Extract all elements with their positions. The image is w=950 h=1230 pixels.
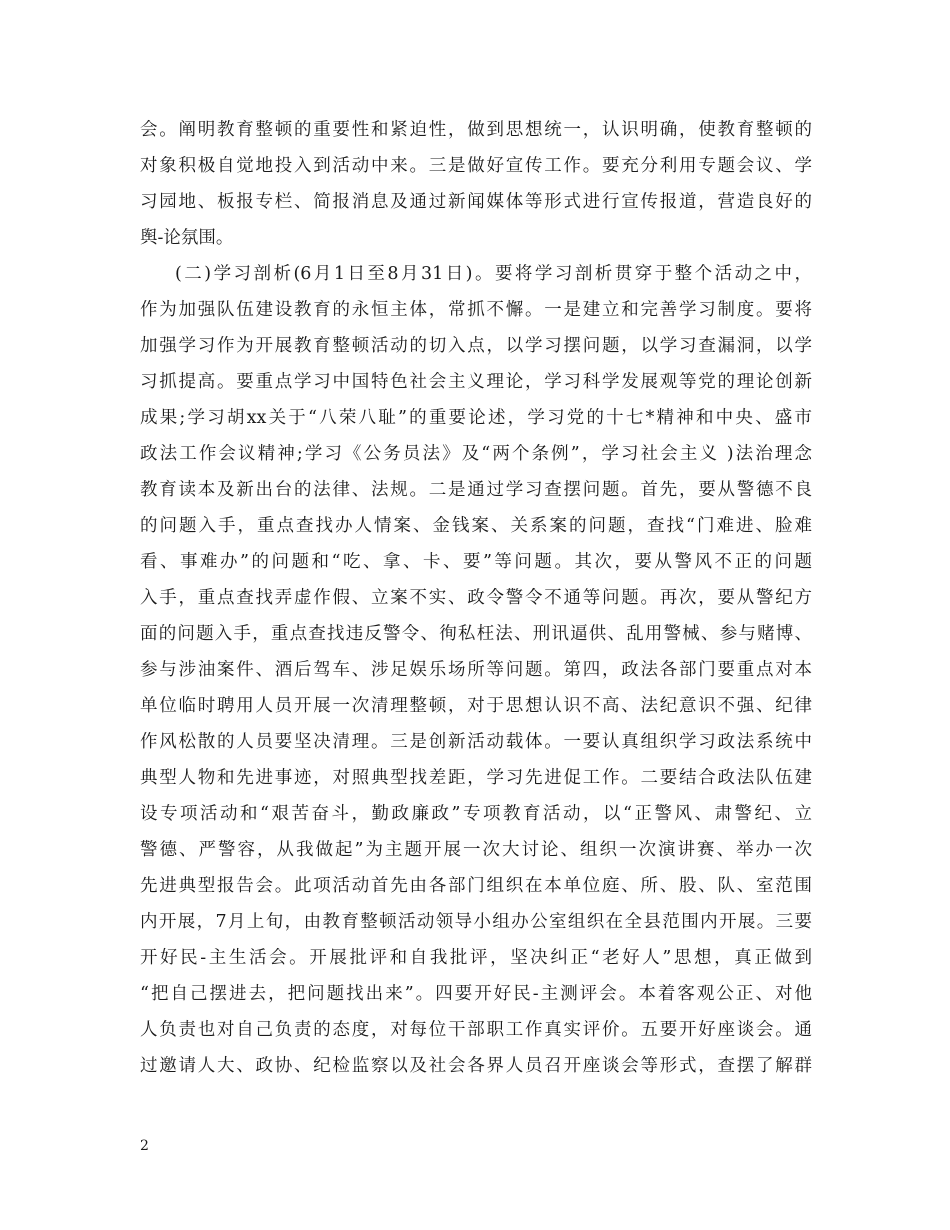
text-line: 教育读本及新出台的法律、法规。二是通过学习查摆问题。首先，要从警德不良	[140, 480, 812, 500]
text-line: 入手，重点查找弄虚作假、立案不实、政令警令不通等问题。再次，要从警纪方	[140, 588, 812, 608]
text-line: 先进典型报告会。此项活动首先由各部门组织在本单位庭、所、股、队、室范围	[140, 876, 812, 896]
text-line: 参与涉油案件、酒后驾车、涉足娱乐场所等问题。第四，政法各部门要重点对本	[140, 660, 812, 680]
text-line: 的问题入手，重点查找办人情案、金钱案、关系案的问题，查找“门难进、脸难	[140, 516, 812, 536]
text-line: “把自己摆进去，把问题找出来”。四要开好民-主测评会。本着客观公正、对他	[140, 984, 812, 1004]
text-line: 加强学习作为开展教育整顿活动的切入点，以学习摆问题，以学习查漏洞，以学	[140, 336, 812, 356]
text-line: 习抓提高。要重点学习中国特色社会主义理论，学习科学发展观等党的理论创新	[140, 372, 812, 392]
text-line: 设专项活动和“艰苦奋斗，勤政廉政”专项教育活动，以“正警风、肃警纪、立	[140, 804, 812, 824]
text-line: 习园地、板报专栏、简报消息及通过新闻媒体等形式进行宣传报道，营造良好的	[140, 192, 812, 212]
text-line: 警德、严警容，从我做起”为主题开展一次大讨论、组织一次演讲赛、举办一次	[140, 840, 812, 860]
text-line: 内开展，7月上旬，由教育整顿活动领导小组办公室组织在全县范围内开展。三要	[140, 912, 812, 932]
text-line: 作为加强队伍建设教育的永恒主体，常抓不懈。一是建立和完善学习制度。要将	[140, 300, 812, 320]
text-line: 单位临时聘用人员开展一次清理整顿，对于思想认识不高、法纪意识不强、纪律	[140, 696, 812, 716]
text-line: 开好民-主生活会。开展批评和自我批评，坚决纠正“老好人”思想，真正做到	[140, 948, 812, 968]
text-line: (二)学习剖析(6月1日至8月31日)。要将学习剖析贯穿于整个活动之中，	[175, 264, 812, 284]
text-line: 会。阐明教育整顿的重要性和紧迫性，做到思想统一，认识明确，使教育整顿的	[140, 120, 812, 140]
text-line: 作风松散的人员要坚决清理。三是创新活动载体。一要认真组织学习政法系统中	[140, 732, 812, 752]
text-line: 人负责也对自己负责的态度，对每位干部职工作真实评价。五要开好座谈会。通	[140, 1020, 812, 1040]
text-line: 对象积极自觉地投入到活动中来。三是做好宣传工作。要充分利用专题会议、学	[140, 156, 812, 176]
body-text	[140, 112, 812, 1084]
text-line: 舆-论氛围。	[140, 228, 234, 248]
text-line: 成果;学习胡xx关于“八荣八耻”的重要论述，学习党的十七*精神和中央、盛市	[140, 408, 812, 428]
text-line: 过邀请人大、政协、纪检监察以及社会各界人员召开座谈会等形式，查摆了解群	[140, 1056, 812, 1076]
text-line: 典型人物和先进事迹，对照典型找差距，学习先进促工作。二要结合政法队伍建	[140, 768, 812, 788]
text-line: 面的问题入手，重点查找违反警令、徇私枉法、刑讯逼供、乱用警械、参与赌博、	[140, 624, 812, 644]
text-line: 政法工作会议精神;学习《公务员法》及“两个条例”，学习社会主义 )法治理念	[140, 444, 812, 464]
text-line: 看、事难办”的问题和“吃、拿、卡、要”等问题。其次，要从警风不正的问题	[140, 552, 812, 572]
page-number: 2	[140, 1138, 149, 1154]
